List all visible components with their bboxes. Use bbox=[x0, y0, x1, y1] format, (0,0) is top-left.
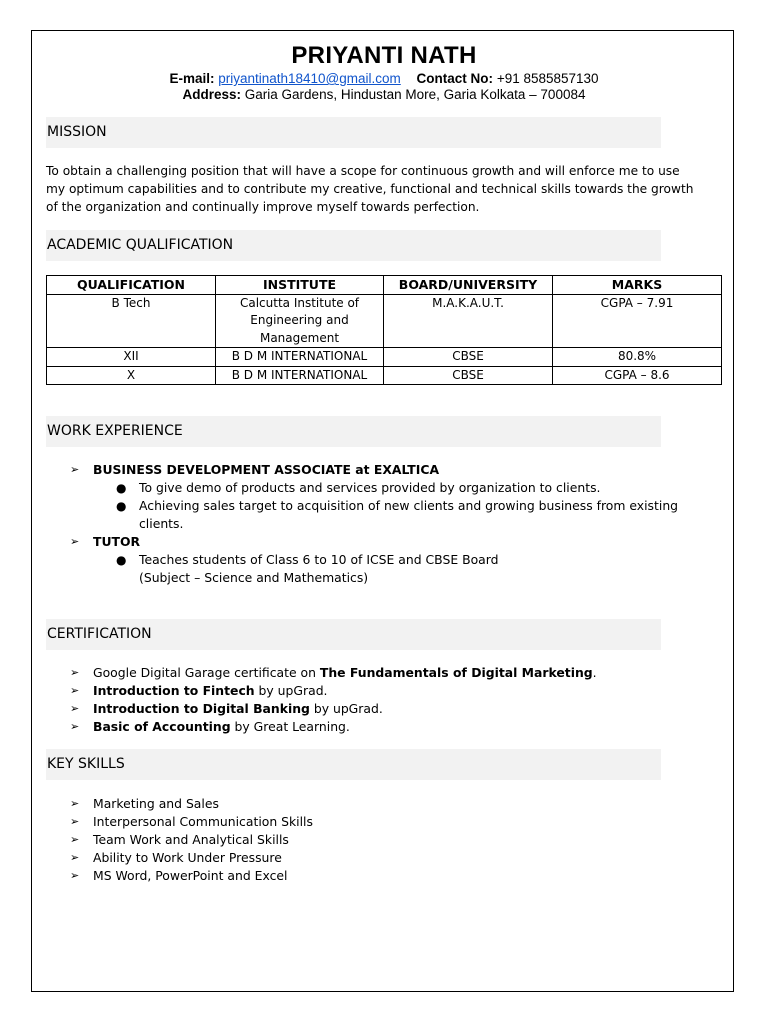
column-header: BOARD/UNIVERSITY bbox=[384, 276, 553, 295]
dot-bullet-icon: ● bbox=[116, 499, 127, 513]
table-cell: CBSE bbox=[384, 348, 553, 367]
contact-number: +91 8585857130 bbox=[496, 71, 599, 86]
address-value: Garia Gardens, Hindustan More, Garia Kolkata – 700084 bbox=[244, 87, 586, 102]
job-point bbox=[0, 551, 684, 569]
job-point-text: (Subject – Science and Mathematics) bbox=[139, 570, 369, 585]
skill-text: Ability to Work Under Pressure bbox=[93, 850, 282, 865]
arrow-bullet-icon: ➢ bbox=[70, 684, 80, 697]
mission-line: of the organization and continually improve myself towards perfection. bbox=[46, 200, 480, 214]
column-header: MARKS bbox=[553, 276, 722, 295]
job-point-text: Teaches students of Class 6 to 10 of ICSE and CBSE Board bbox=[139, 552, 499, 567]
cert-text: by upGrad. bbox=[254, 683, 328, 698]
cert-text: by Great Learning. bbox=[230, 719, 350, 734]
skill-item bbox=[0, 813, 693, 831]
cert-title: Introduction to Digital Banking bbox=[93, 701, 310, 716]
mission-line: my optimum capabilities and to contribute my creative, functional and technical skills towards the growth bbox=[46, 182, 694, 196]
cert-text: . bbox=[592, 665, 597, 680]
column-header: QUALIFICATION bbox=[47, 276, 216, 295]
table-cell: X bbox=[47, 366, 216, 385]
arrow-bullet-icon: ➢ bbox=[70, 797, 80, 810]
cert-text: Google Digital Garage certificate on bbox=[93, 665, 320, 680]
table-cell: M.A.K.A.U.T. bbox=[384, 294, 553, 348]
table-cell: XII bbox=[47, 348, 216, 367]
arrow-bullet-icon: ➢ bbox=[70, 869, 80, 882]
section-key-skills: KEY SKILLS bbox=[46, 749, 661, 780]
address-line bbox=[0, 87, 768, 102]
qualification-table bbox=[46, 275, 722, 385]
table-cell: B D M INTERNATIONAL bbox=[216, 366, 384, 385]
dot-bullet-icon: ● bbox=[116, 553, 127, 567]
table-row bbox=[47, 366, 722, 385]
table-row bbox=[47, 348, 722, 367]
email-link[interactable]: priyantinath18410@gmail.com bbox=[218, 71, 401, 86]
arrow-bullet-icon: ➢ bbox=[70, 833, 80, 846]
skill-item bbox=[0, 831, 693, 849]
arrow-bullet-icon: ➢ bbox=[70, 815, 80, 828]
column-header: INSTITUTE bbox=[216, 276, 384, 295]
mission-text bbox=[46, 162, 716, 216]
skill-item bbox=[0, 867, 693, 885]
table-row bbox=[47, 294, 722, 348]
contact-label: Contact No: bbox=[416, 71, 494, 86]
table-cell: CGPA – 7.91 bbox=[553, 294, 722, 348]
email-label: E-mail: bbox=[169, 71, 215, 86]
certification-item bbox=[0, 664, 693, 682]
job-title-text: TUTOR bbox=[93, 534, 141, 549]
table-cell: CBSE bbox=[384, 366, 553, 385]
skill-text: Interpersonal Communication Skills bbox=[93, 814, 313, 829]
cert-title: Basic of Accounting bbox=[93, 719, 231, 734]
candidate-name: PRIYANTI NATH bbox=[291, 42, 477, 69]
table-header-row bbox=[47, 276, 722, 295]
job-point-continued bbox=[0, 569, 684, 587]
table-cell: 80.8% bbox=[553, 348, 722, 367]
certification-item bbox=[0, 718, 693, 736]
skills-list bbox=[0, 795, 693, 885]
skill-text: Marketing and Sales bbox=[93, 796, 219, 811]
cert-title: The Fundamentals of Digital Marketing bbox=[319, 665, 593, 680]
arrow-bullet-icon: ➢ bbox=[70, 535, 80, 548]
contact-line bbox=[0, 71, 768, 86]
cert-text: by upGrad. bbox=[309, 701, 383, 716]
cert-title: Introduction to Fintech bbox=[93, 683, 255, 698]
table-cell: B D M INTERNATIONAL bbox=[216, 348, 384, 367]
job-point-text: Achieving sales target to acquisition of new clients and growing business from existing clients. bbox=[139, 498, 679, 531]
work-list bbox=[0, 461, 693, 587]
address-label: Address: bbox=[182, 87, 242, 102]
section-academic: ACADEMIC QUALIFICATION bbox=[46, 230, 661, 261]
job-title bbox=[0, 533, 693, 551]
arrow-bullet-icon: ➢ bbox=[70, 666, 80, 679]
dot-bullet-icon: ● bbox=[116, 481, 127, 495]
certification-item bbox=[0, 682, 693, 700]
arrow-bullet-icon: ➢ bbox=[70, 720, 80, 733]
skill-item bbox=[0, 849, 693, 867]
arrow-bullet-icon: ➢ bbox=[70, 702, 80, 715]
arrow-bullet-icon: ➢ bbox=[70, 463, 80, 476]
section-mission: MISSION bbox=[46, 117, 661, 148]
job-point bbox=[0, 497, 684, 533]
skill-text: MS Word, PowerPoint and Excel bbox=[93, 868, 288, 883]
job-point-text: To give demo of products and services provided by organization to clients. bbox=[139, 480, 601, 495]
job-title-text: BUSINESS DEVELOPMENT ASSOCIATE at EXALTICA bbox=[93, 462, 440, 477]
skill-item bbox=[0, 795, 693, 813]
job-point bbox=[0, 479, 684, 497]
table-cell: CGPA – 8.6 bbox=[553, 366, 722, 385]
section-work-experience: WORK EXPERIENCE bbox=[46, 416, 661, 447]
certification-item bbox=[0, 700, 693, 718]
certification-list bbox=[0, 664, 693, 736]
arrow-bullet-icon: ➢ bbox=[70, 851, 80, 864]
mission-line: To obtain a challenging position that will have a scope for continuous growth and will enforce me to use bbox=[46, 164, 680, 178]
table-cell: B Tech bbox=[47, 294, 216, 348]
skill-text: Team Work and Analytical Skills bbox=[93, 832, 289, 847]
table-cell: Calcutta Institute of Engineering and Management bbox=[216, 294, 384, 348]
section-certification: CERTIFICATION bbox=[46, 619, 661, 650]
job-title bbox=[0, 461, 693, 479]
